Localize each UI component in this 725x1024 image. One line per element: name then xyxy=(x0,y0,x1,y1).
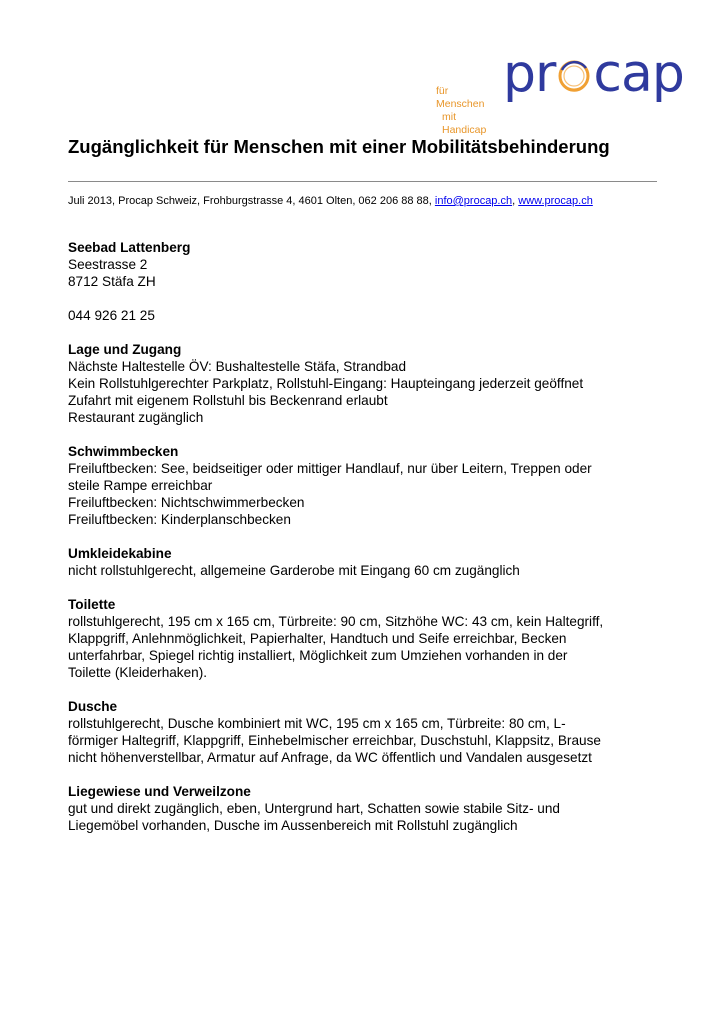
venue-city: 8712 Stäfa ZH xyxy=(68,274,156,289)
section-line: Freiluftbecken: See, beidseitiger oder mittiger Handlauf, nur über Leitern, Treppen oder xyxy=(68,461,592,476)
website-link[interactable]: www.procap.ch xyxy=(518,195,593,207)
section-line: nicht höhenverstellbar, Armatur auf Anfrage, da WC öffentlich und Vandalen ausgesetzt xyxy=(68,750,592,765)
section-title: Lage und Zugang xyxy=(68,342,182,357)
section-title: Toilette xyxy=(68,597,116,612)
section-schwimmbecken xyxy=(68,443,668,528)
document-body xyxy=(68,239,668,851)
section-line: Toilette (Kleiderhaken). xyxy=(68,665,208,680)
section-dusche xyxy=(68,698,668,766)
section-liegewiese xyxy=(68,783,668,834)
section-line: Liegemöbel vorhanden, Dusche im Aussenbereich mit Rollstuhl zugänglich xyxy=(68,818,518,833)
logo-word-suffix: cap xyxy=(593,44,684,104)
venue-street: Seestrasse 2 xyxy=(68,257,148,272)
email-link[interactable]: info@procap.ch xyxy=(434,195,513,207)
section-line: Freiluftbecken: Kinderplanschbecken xyxy=(68,512,291,527)
procap-logo xyxy=(503,42,684,106)
section-line: rollstuhlgerecht, Dusche kombiniert mit WC, 195 cm x 165 cm, Türbreite: 80 cm, L- xyxy=(68,716,566,731)
section-title: Dusche xyxy=(68,699,118,714)
section-line: rollstuhlgerecht, 195 cm x 165 cm, Türbreite: 90 cm, Sitzhöhe WC: 43 cm, kein Haltegriff, xyxy=(68,614,604,629)
section-line: Klappgriff, Anlehnmöglichkeit, Papierhalter, Handtuch und Seife erreichbar, Becken xyxy=(68,631,567,646)
section-line: Kein Rollstuhlgerechter Parkplatz, Rollstuhl-Eingang: Haupteingang jederzeit geöffnet xyxy=(68,376,584,391)
section-line: förmiger Haltegriff, Klappgriff, Einhebelmischer erreichbar, Duschstuhl, Klappsitz, Brause xyxy=(68,733,601,748)
page-title: Zugänglichkeit für Menschen mit einer Mobilitätsbehinderung xyxy=(68,136,610,157)
section-line: Zufahrt mit eigenem Rollstuhl bis Beckenrand erlaubt xyxy=(68,393,388,408)
section-line: steile Rampe erreichbar xyxy=(68,478,213,493)
venue-name: Seebad Lattenberg xyxy=(68,240,191,255)
venue-phone: 044 926 21 25 xyxy=(68,308,155,323)
logo-tagline-line2: mit Handicap xyxy=(442,111,487,136)
contact-info-separator: , xyxy=(512,195,519,207)
section-line: Freiluftbecken: Nichtschwimmerbecken xyxy=(68,495,305,510)
logo-word-prefix: pr xyxy=(503,44,556,104)
venue-block xyxy=(68,239,668,324)
section-toilette xyxy=(68,596,668,681)
section-line: unterfahrbar, Spiegel richtig installiert, Möglichkeit zum Umziehen vorhanden in der xyxy=(68,648,568,663)
title-divider xyxy=(68,181,657,182)
section-title: Liegewiese und Verweilzone xyxy=(68,784,251,799)
logo-tagline-line1: für Menschen xyxy=(436,85,485,110)
section-umkleidekabine xyxy=(68,545,668,579)
section-title: Umkleidekabine xyxy=(68,546,172,561)
contact-info-text: Juli 2013, Procap Schweiz, Frohburgstrasse 4, 4601 Olten, 062 206 88 88, xyxy=(68,195,435,207)
logo-tagline xyxy=(436,85,498,137)
section-line: nicht rollstuhlgerecht, allgemeine Garderobe mit Eingang 60 cm zugänglich xyxy=(68,563,520,578)
section-lage-und-zugang xyxy=(68,341,668,426)
section-line: Nächste Haltestelle ÖV: Bushaltestelle Stäfa, Strandbad xyxy=(68,359,407,374)
section-title: Schwimmbecken xyxy=(68,444,179,459)
logo-ring-icon xyxy=(556,58,592,94)
section-line: gut und direkt zugänglich, eben, Untergrund hart, Schatten sowie stabile Sitz- und xyxy=(68,801,560,816)
spacer xyxy=(68,290,668,307)
contact-info-line xyxy=(68,195,593,207)
section-line: Restaurant zugänglich xyxy=(68,410,204,425)
